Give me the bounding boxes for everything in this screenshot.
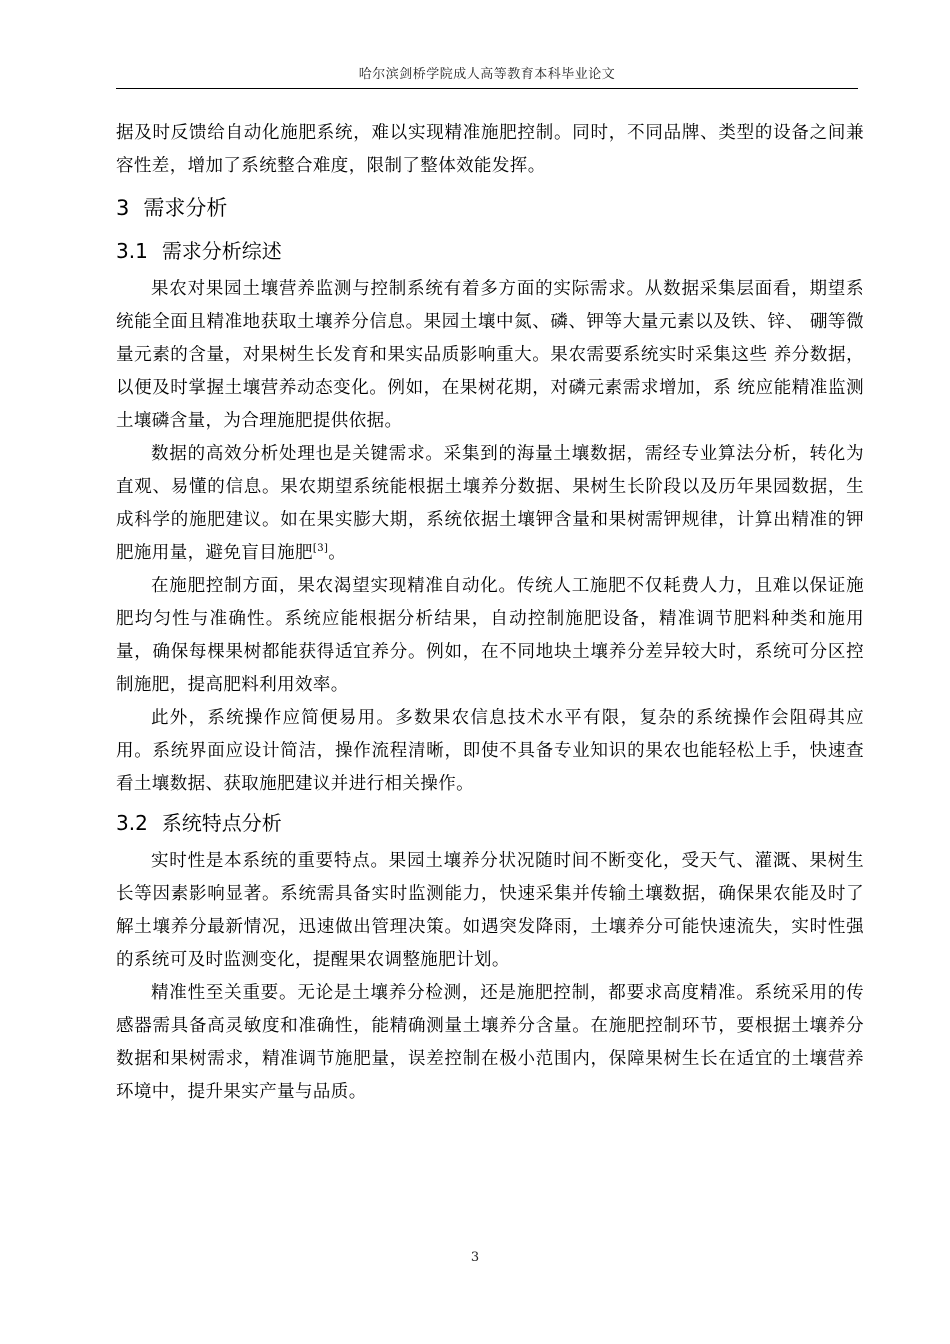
paragraph-data-analysis xyxy=(116,438,864,570)
paragraph-precision: 精准性至关重要。无论是土壤养分检测，还是施肥控制，都要求高度精准。系统采用的传感器需具备高灵敏度和准确性，能精确测量土壤养分含量。在施肥控制环节，要根据土壤养分数据和果树需求，精准调节施肥量，误差控制在极小范围内，保障果树生长在适宜的土壤营养环境中，提升果实产量与品质。 xyxy=(116,983,864,1102)
section-heading-3-2 xyxy=(116,801,864,845)
paragraph-ease-of-use: 此外，系统操作应简便易用。多数果农信息技术水平有限，复杂的系统操作会阻碍其应用。系统界面应设计简洁，操作流程清晰，即使不具备专业知识的果农也能轻松上手，快速查看土壤数据、获取施肥建议并进行相关操作。 xyxy=(116,708,864,794)
section-heading-3 xyxy=(116,187,864,229)
citation-link[interactable]: [3] xyxy=(312,543,329,555)
section-title: 系统特点分析 xyxy=(161,811,282,835)
section-title: 需求分析综述 xyxy=(161,239,282,263)
paragraph-data-collection: 果农对果园土壤营养监测与控制系统有着多方面的实际需求。从数据采集层面看，期望系统能全面且精准地获取土壤养分信息。果园土壤中氮、磷、钾等大量元素以及铁、锌、 硼等微量元素的含量，对果树生长发育和果实品质影响重大。果农需要系统实时采集这些 养分数据，以便及时掌握土壤营养动态变化。例如，在果树花期，对磷元素需求增加，系 统应能精准监测土壤磷含量，为合理施肥提供依据。 xyxy=(116,279,864,431)
section-number: 3.1 xyxy=(116,239,148,263)
paragraph-fertilization-control: 在施肥控制方面，果农渴望实现精准自动化。传统人工施肥不仅耗费人力，且难以保证施肥均匀性与准确性。系统应能根据分析结果，自动控制施肥设备，精准调节肥料种类和施用量，确保每棵果树都能获得适宜养分。例如，在不同地块土壤养分差异较大时，系统可分区控制施肥，提高肥料利用效率。 xyxy=(116,576,864,695)
section-heading-3-1 xyxy=(116,229,864,273)
page-body xyxy=(116,117,864,1109)
paragraph-continued: 据及时反馈给自动化施肥系统，难以实现精准施肥控制。同时，不同品牌、类型的设备之间兼容性差，增加了系统整合难度，限制了整体效能发挥。 xyxy=(116,123,864,176)
paragraph-end: 。 xyxy=(328,543,347,563)
section-title: 需求分析 xyxy=(143,196,228,220)
paragraph-text: 数据的高效分析处理也是关键需求。采集到的海量土壤数据，需经专业算法分析，转化为直观、易懂的信息。果农期望系统能根据土壤养分数据、果树生长阶段以及历年果园数据，生成科学的施肥建议。如在果实膨大期，系统依据土壤钾含量和果树需钾规律，计算出精准的钾肥施用量，避免盲目施肥 xyxy=(116,444,864,563)
page-number: 3 xyxy=(470,1250,480,1265)
header-rule xyxy=(116,88,858,89)
paragraph-real-time: 实时性是本系统的重要特点。果园土壤养分状况随时间不断变化，受天气、灌溉、果树生长等因素影响显著。系统需具备实时监测能力，快速采集并传输土壤数据，确保果农能及时了解土壤养分最新情况，迅速做出管理决策。如遇突发降雨，土壤养分可能快速流失，实时性强的系统可及时监测变化，提醒果农调整施肥计划。 xyxy=(116,851,864,970)
running-header: 哈尔滨剑桥学院成人高等教育本科毕业论文 xyxy=(358,67,616,82)
section-number: 3.2 xyxy=(116,811,148,835)
section-number: 3 xyxy=(116,196,130,220)
